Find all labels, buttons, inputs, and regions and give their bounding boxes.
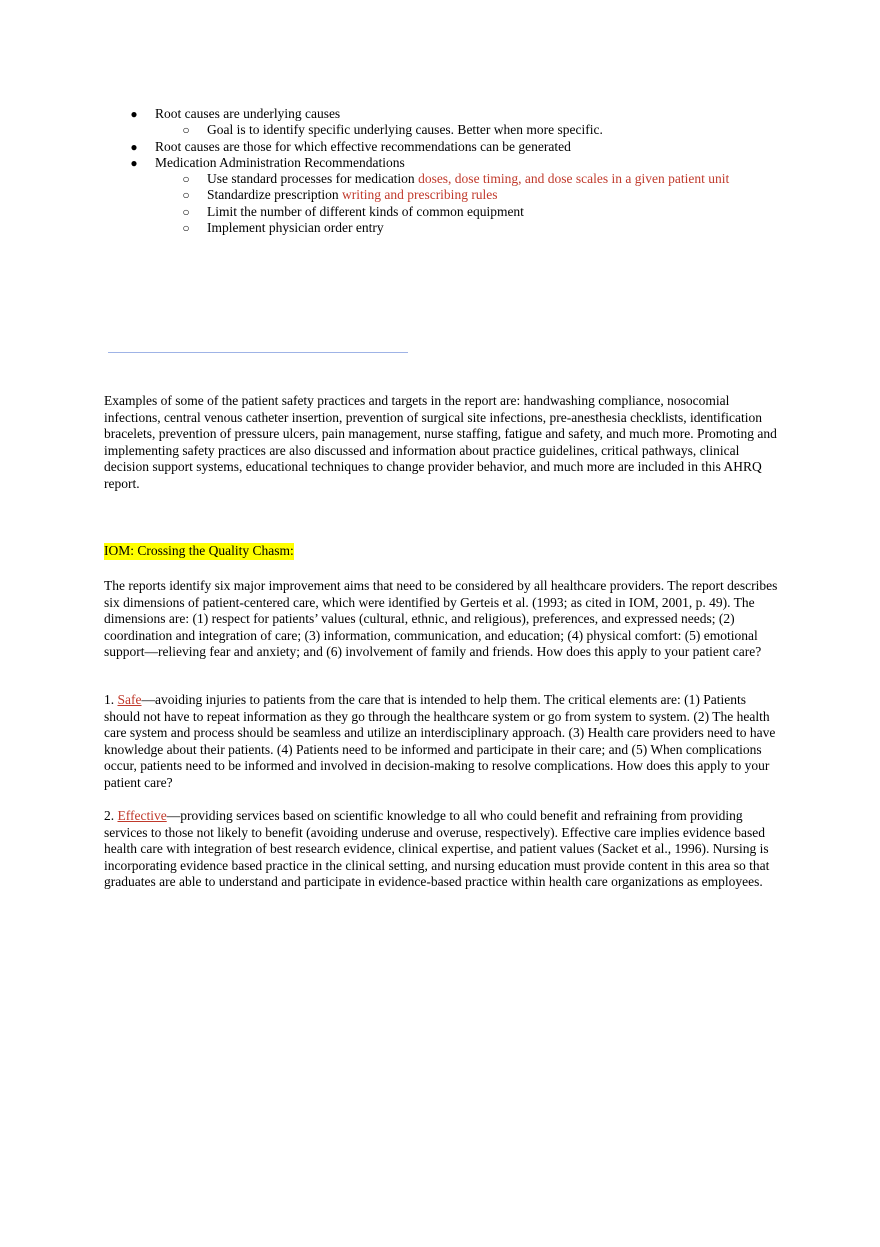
bullet-text	[207, 187, 498, 203]
bullet-text: Medication Administration Recommendations	[155, 154, 405, 170]
sub-bullet-item	[0, 220, 880, 236]
bullet-text: Limit the number of different kinds of common equipment	[207, 203, 524, 219]
bullet-text	[207, 171, 729, 187]
bullet-circle-icon: ○	[182, 188, 190, 203]
safe-paragraph	[104, 692, 784, 791]
bullet-text: Implement physician order entry	[207, 220, 384, 236]
bullet-item	[0, 106, 880, 122]
bullet-text-highlighted: doses, dose timing, and dose scales in a given patient unit	[418, 171, 730, 187]
bullet-text: Root causes are those for which effective recommendations can be generated	[155, 138, 571, 154]
iom-heading: IOM: Crossing the Quality Chasm:	[104, 543, 294, 558]
bullet-item	[0, 155, 880, 171]
sub-bullet-item	[0, 204, 880, 220]
bullet-text: Root causes are underlying causes	[155, 106, 341, 121]
horizontal-divider	[108, 352, 408, 353]
safe-term-link[interactable]: Safe	[117, 692, 142, 707]
effective-term-link[interactable]: Effective	[117, 808, 167, 823]
bullet-text-highlighted: writing and prescribing rules	[341, 187, 498, 203]
bullet-item	[0, 139, 880, 155]
safe-text: —avoiding injuries to patients from the care that is intended to help them. The critical elements are: (1) Patients should not have to repeat information as they go through the healthcare system or go from system to system. (2) The health care system and process should be seamless and utilize an interdisciplinary approach. (3) Health care providers need to have knowledge about their patients. (4) Patients need to be informed and participate in their care; and (5) When complications occur, patients need to be informed and involved in decision-making to resolve complications. How does this apply to your patient care?	[104, 692, 776, 790]
bullet-circle-icon: ○	[182, 221, 190, 236]
effective-text: —providing services based on scientific knowledge to all who could benefit and refraining from providing services to those not likely to benefit (avoiding underuse and overuse, respectively). Effective care implies evidence based health care with integration of best research evidence, clinical expertise, and patient values (Sacket et al., 1996). Nursing is incorporating evidence based practice in the clinical setting, and nursing education must provide content in this area so that graduates are able to understand and participate in evidence-based practice within health care organizations as employees.	[104, 808, 770, 889]
sub-bullet-item	[0, 187, 880, 203]
bullet-dot-icon: ●	[130, 139, 138, 154]
reports-paragraph: The reports identify six major improvement aims that need to be considered by all healthcare providers. The report describes six dimensions of patient-centered care, which were identified by Gerteis et al. (1993; as cited in IOM, 2001, p. 49). The dimensions are: (1) respect for patients’ values (cultural, ethnic, and religious), preferences, and expressed needs; (2) coordination and integration of care; (3) information, communication, and education; (4) physical comfort: (5) emotional support—relieving fear and anxiety; and (6) involvement of family and friends. How does this apply to your patient care?	[104, 578, 778, 659]
safe-number: 1.	[104, 692, 118, 707]
effective-paragraph	[104, 808, 784, 891]
effective-number: 2.	[104, 808, 118, 823]
bullet-dot-icon: ●	[130, 155, 138, 170]
bullet-dot-icon: ●	[130, 107, 138, 121]
examples-paragraph: Examples of some of the patient safety practices and targets in the report are: handwashing compliance, nosocomial infections, central venous catheter insertion, prevention of surgical site infections, pre-anesthesia checklists, identification bracelets, prevention of pressure ulcers, pain management, nurse staffing, fatigue and safety, and much more. Promoting and implementing safety practices are also discussed and information about practice guidelines, critical pathways, clinical decision support systems, educational techniques to change provider behavior, and much more are included in this AHRQ report.	[104, 393, 777, 491]
bullet-circle-icon: ○	[182, 172, 190, 187]
bullet-text: Goal is to identify specific underlying causes. Better when more specific.	[207, 122, 603, 138]
bullet-circle-icon: ○	[182, 204, 190, 219]
sub-bullet-item	[0, 171, 880, 187]
bullet-text-plain: Use standard processes for medication	[207, 171, 419, 187]
bullet-circle-icon: ○	[182, 123, 190, 138]
sub-bullet-item	[0, 122, 880, 138]
bullet-text-plain: Standardize prescription	[207, 187, 342, 203]
bullet-list	[0, 106, 880, 236]
